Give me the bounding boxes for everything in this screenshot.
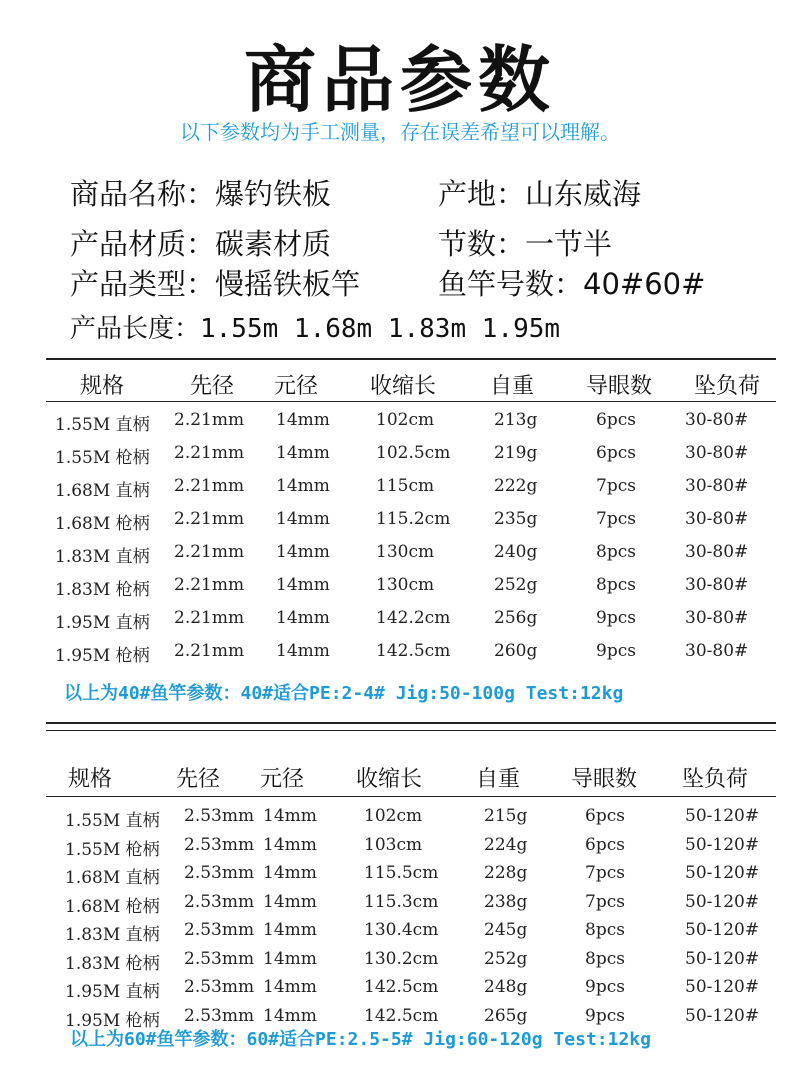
t2-header-cell: 坠负荷 [682,767,749,792]
t1-cell: 102cm [376,410,435,430]
t2-cell: 142.5cm [364,977,439,997]
t2-header-cell: 自重 [476,767,521,792]
t2-cell: 228g [484,863,528,883]
t2-cell: 7pcs [585,863,625,883]
t2-cell: 9pcs [585,977,625,997]
t1-header-cell: 先径 [190,374,235,399]
t2-cell: 6pcs [585,834,625,855]
t2-cell: 2.53mm [184,920,255,940]
t1-cell: 115.2cm [376,509,451,529]
t1-cell: 30-80# [685,608,749,628]
t1-cell: 1.55M 直柄 [55,415,150,435]
t1-cell: 30-80# [685,476,749,496]
t1-cell: 2.21mm [174,575,245,595]
t1-cell: 30-80# [685,443,749,463]
t1-cell: 9pcs [596,608,636,628]
t2-cell: 2.53mm [184,891,255,912]
t1-cell: 14mm [276,509,330,529]
product-type: 产品类型：慢摇铁板竿 [70,267,361,301]
t1-header-cell: 自重 [490,374,535,399]
t1-header-cell: 收缩长 [370,374,437,399]
section-divider [46,722,776,724]
t1-cell: 213g [494,410,538,430]
t2-cell: 50-120# [685,891,760,912]
t2-cell: 2.53mm [184,977,255,997]
t1-cell: 8pcs [596,575,636,595]
t1-cell: 30-80# [685,542,749,562]
t1-cell: 2.21mm [174,608,245,628]
product-name: 商品名称：爆钓铁板 [70,177,332,211]
t1-cell: 222g [494,476,538,496]
t2-cell: 245g [484,920,528,940]
product-length: 产品长度：1.55m 1.68m 1.83m 1.95m [70,314,561,344]
t1-header-cell: 坠负荷 [694,374,761,399]
t1-cell: 14mm [276,410,330,430]
t2-cell: 102cm [364,806,423,826]
t1-cell: 1.83M 枪柄 [55,580,150,600]
t1-header-cell: 元径 [274,374,319,399]
section-divider-thin [46,730,776,731]
t1-cell: 9pcs [596,641,636,661]
t1-cell: 1.68M 枪柄 [55,514,150,534]
t2-cell: 238g [484,891,528,912]
t2-cell: 14mm [263,834,317,855]
t2-cell: 14mm [263,948,317,969]
t2-cell: 50-120# [685,834,760,855]
t2-cell: 1.68M 直柄 [65,868,160,888]
table2-note: 以上为60#鱼竿参数：60#适合PE:2.5-5# Jig:60-120g Test:12kg [70,1029,651,1050]
t2-cell: 8pcs [585,920,625,940]
t1-cell: 2.21mm [174,476,245,496]
t1-cell: 7pcs [596,476,636,496]
t1-header-cell: 规格 [80,374,125,399]
t1-cell: 14mm [276,443,330,463]
t1-cell: 30-80# [685,641,749,661]
t2-cell: 265g [484,1005,528,1026]
t2-header-cell: 规格 [68,767,113,792]
t2-cell: 14mm [263,863,317,883]
t2-cell: 103cm [364,834,423,855]
t2-cell: 14mm [263,920,317,940]
t2-cell: 14mm [263,891,317,912]
t1-cell: 2.21mm [174,641,245,661]
t2-cell: 50-120# [685,806,760,826]
t2-cell: 2.53mm [184,1005,255,1026]
t2-cell: 6pcs [585,806,625,826]
product-material: 产品材质：碳素材质 [70,227,332,261]
t2-cell: 8pcs [585,948,625,969]
t2-cell: 142.5cm [364,1005,439,1026]
t1-cell: 14mm [276,542,330,562]
t2-cell: 2.53mm [184,948,255,969]
t1-cell: 130cm [376,575,435,595]
t2-header-cell: 收缩长 [356,767,423,792]
t1-cell: 2.21mm [174,542,245,562]
t1-cell: 1.95M 直柄 [55,613,150,633]
t1-cell: 260g [494,641,538,661]
t2-cell: 9pcs [585,1005,625,1026]
t1-cell: 2.21mm [174,443,245,463]
t1-cell: 14mm [276,575,330,595]
t1-cell: 252g [494,575,538,595]
t2-cell: 2.53mm [184,806,255,826]
t2-cell: 2.53mm [184,863,255,883]
t2-cell: 50-120# [685,977,760,997]
t1-cell: 142.2cm [376,608,451,628]
t2-cell: 248g [484,977,528,997]
table1-note: 以上为40#鱼竿参数：40#适合PE:2-4# Jig:50-100g Test:12kg [64,683,624,704]
t2-cell: 130.2cm [364,948,439,969]
table2-header-rule [46,796,776,797]
rod-number: 鱼竿号数：40#60# [438,267,706,301]
t1-cell: 6pcs [596,443,636,463]
t2-header-cell: 元径 [260,767,305,792]
t2-cell: 1.68M 枪柄 [65,896,160,917]
t1-cell: 1.55M 枪柄 [55,448,150,468]
t2-cell: 7pcs [585,891,625,912]
t2-cell: 252g [484,948,528,969]
t2-header-cell: 先径 [176,767,221,792]
t2-cell: 14mm [263,977,317,997]
t1-cell: 30-80# [685,509,749,529]
t2-cell: 1.83M 枪柄 [65,953,160,974]
t1-cell: 2.21mm [174,410,245,430]
t1-cell: 256g [494,608,538,628]
t1-cell: 240g [494,542,538,562]
page-title: 商品参数 [243,38,556,122]
t2-cell: 115.5cm [364,863,439,883]
t2-cell: 1.55M 枪柄 [65,839,160,860]
measurement-disclaimer: 以下参数均为手工测量，存在误差希望可以理解。 [180,120,620,144]
product-sections: 节数：一节半 [438,227,613,261]
t1-cell: 7pcs [596,509,636,529]
t1-cell: 1.68M 直柄 [55,481,150,501]
t1-cell: 14mm [276,641,330,661]
t1-cell: 235g [494,509,538,529]
t1-cell: 115cm [376,476,435,496]
table1-header-rule [46,401,776,402]
t1-header-cell: 导眼数 [586,374,653,399]
t2-cell: 130.4cm [364,920,439,940]
t2-cell: 2.53mm [184,834,255,855]
t1-cell: 30-80# [685,410,749,430]
t1-cell: 2.21mm [174,509,245,529]
t2-cell: 224g [484,834,528,855]
t1-cell: 1.83M 直柄 [55,547,150,567]
t2-cell: 50-120# [685,1005,760,1026]
t2-cell: 14mm [263,1005,317,1026]
product-origin: 产地：山东威海 [438,177,642,211]
t2-cell: 50-120# [685,920,760,940]
t1-cell: 130cm [376,542,435,562]
t1-cell: 142.5cm [376,641,451,661]
t1-cell: 219g [494,443,538,463]
t1-cell: 8pcs [596,542,636,562]
t1-cell: 1.95M 枪柄 [55,646,150,666]
t1-cell: 102.5cm [376,443,451,463]
t1-cell: 6pcs [596,410,636,430]
table1-top-rule [46,358,776,360]
t2-cell: 14mm [263,806,317,826]
t2-cell: 50-120# [685,863,760,883]
t2-cell: 1.95M 枪柄 [65,1010,160,1031]
t1-cell: 14mm [276,476,330,496]
t2-cell: 1.55M 直柄 [65,811,160,831]
t2-cell: 50-120# [685,948,760,969]
t1-cell: 30-80# [685,575,749,595]
t2-cell: 215g [484,806,528,826]
t1-cell: 14mm [276,608,330,628]
t2-header-cell: 导眼数 [571,767,638,792]
t2-cell: 1.83M 直柄 [65,925,160,945]
t2-cell: 115.3cm [364,891,439,912]
t2-cell: 1.95M 直柄 [65,982,160,1002]
